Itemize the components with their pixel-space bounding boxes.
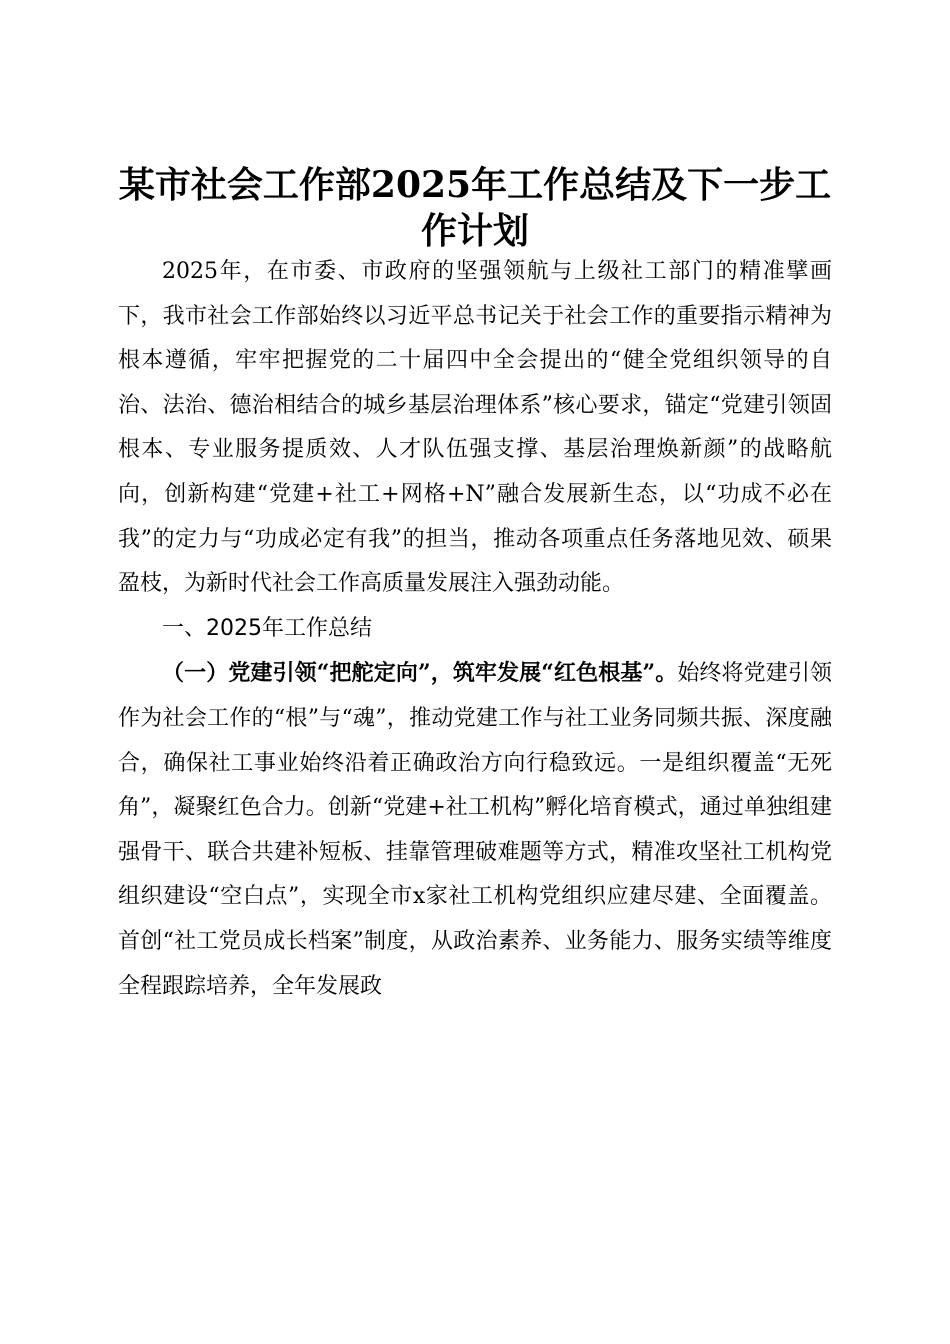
title-line-2: 作计划 bbox=[420, 210, 529, 253]
document-title bbox=[118, 162, 832, 254]
subsection-text-1: 始终将党建引领作为社会工作的“根”与“魂”，推动党建工作与社工业务同频共振、深度融合，确保社工事业始终沿着正确政治方向行稳致远。一是组织覆盖“无死角”，凝聚红色合力。创新“党建+社工机构”孵化培育模式，通过单独组建强骨干、联合共建补短板、挂靠管理破难题等方式，精准攻坚社工机构党组织建设“空白点”，实现全市x家社工机构党组织应建尽建、全面覆盖。首创“社工党员成长档案”制度，从政治素养、业务能力、服务实绩等维度全程跟踪培养，全年发展政 bbox=[118, 661, 832, 999]
subsection-paragraph-1 bbox=[118, 651, 832, 1009]
document-body bbox=[118, 250, 832, 1009]
subsection-heading-1: （一）党建引领“把舵定向”，筑牢发展“红色根基”。 bbox=[162, 660, 678, 687]
title-line-1: 某市社会工作部2025年工作总结及下一步工 bbox=[118, 164, 832, 207]
intro-paragraph: 2025年，在市委、市政府的坚强领航与上级社工部门的精准擘画下，我市社会工作部始终以习近平总书记关于社会工作的重要指示精神为根本遵循，牢牢把握党的二十届四中全会提出的“健全党组织领导的自治、法治、德治相结合的城乡基层治理体系”核心要求，锚定“党建引领固根本、专业服务提质效、人才队伍强支撑、基层治理焕新颜”的战略航向，创新构建“党建+社工+网格+N”融合发展新生态，以“功成不必在我”的定力与“功成必定有我”的担当，推动各项重点任务落地见效、硕果盈枝，为新时代社会工作高质量发展注入强劲动能。 bbox=[118, 259, 832, 597]
section-heading-1: 一、2025年工作总结 bbox=[162, 615, 372, 641]
